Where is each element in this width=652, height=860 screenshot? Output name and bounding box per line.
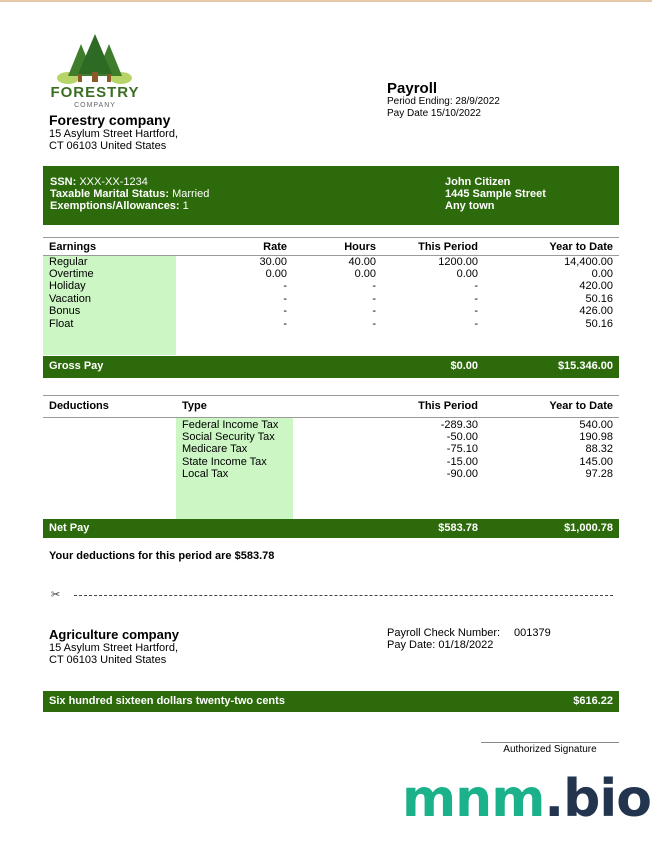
earning-rate: -: [283, 318, 287, 330]
ssn-value: XXX-XX-1234: [79, 176, 148, 188]
this-period-header: This Period: [418, 241, 478, 253]
deduction-ytd: 97.28: [585, 468, 613, 480]
exemptions-line: [50, 200, 189, 213]
earning-label: Float: [49, 318, 74, 330]
earning-ytd: 420.00: [579, 280, 613, 292]
check-number-value: 001379: [514, 627, 551, 639]
deduction-type: State Income Tax: [182, 456, 267, 468]
earning-ytd: 0.00: [591, 268, 613, 280]
ded-ytd-header: Year to Date: [549, 400, 613, 412]
ssn-label: SSN:: [50, 176, 77, 188]
net-pay-label: Net Pay: [49, 522, 90, 534]
ded-period-header: This Period: [418, 400, 478, 412]
deductions-summary: Your deductions for this period are $583.78: [49, 550, 275, 562]
company-logo: [48, 34, 142, 114]
deduction-period: -15.00: [446, 456, 478, 468]
gross-pay-label: Gross Pay: [49, 360, 104, 372]
ssn-line: [50, 176, 148, 189]
amount-in-words: Six hundred sixteen dollars twenty-two cents: [49, 695, 285, 707]
ytd-header: Year to Date: [549, 241, 613, 253]
marital-label: Taxable Marital Status:: [50, 188, 169, 200]
employee-street: 1445 Sample Street: [445, 188, 546, 200]
earning-period: -: [474, 280, 478, 292]
earning-label: Vacation: [49, 293, 91, 305]
earning-ytd: 426.00: [579, 305, 613, 317]
scissors-icon: ✂: [51, 589, 61, 601]
deduction-type: Federal Income Tax: [182, 419, 279, 431]
logo-sub: COMPANY: [74, 102, 116, 109]
deduction-ytd: 540.00: [579, 419, 613, 431]
pay-date: Pay Date 15/10/2022: [387, 108, 481, 119]
earning-period: -: [474, 305, 478, 317]
earning-period: 1200.00: [438, 256, 478, 268]
company-address-2: CT 06103 United States: [49, 140, 167, 152]
earning-period: -: [474, 318, 478, 330]
check-company-name: Agriculture company: [49, 627, 180, 642]
net-pay-ytd: $1,000.78: [564, 522, 613, 534]
earning-rate: -: [283, 280, 287, 292]
signature-line: [481, 742, 619, 743]
watermark-part-1: mnm: [402, 769, 545, 829]
net-pay-period: $583.78: [438, 522, 478, 534]
exemptions-label: Exemptions/Allowances:: [50, 200, 180, 212]
marital-line: [50, 188, 209, 201]
watermark-part-2: .bio: [544, 769, 651, 829]
earning-hours: -: [372, 305, 376, 317]
deduction-ytd: 190.98: [579, 431, 613, 443]
earning-label: Holiday: [49, 280, 86, 292]
earning-hours: 0.00: [354, 268, 376, 280]
logo-brand: FORESTRY: [50, 84, 140, 101]
earning-rate: -: [283, 293, 287, 305]
check-amount: $616.22: [573, 695, 613, 707]
type-header: Type: [182, 400, 207, 412]
watermark-logo: [402, 769, 651, 829]
earning-rate: 30.00: [259, 256, 287, 268]
earning-period: 0.00: [456, 268, 478, 280]
hours-header: Hours: [344, 241, 376, 253]
employee-town: Any town: [445, 200, 495, 212]
deductions-top-rule: [43, 395, 619, 396]
deduction-period: -75.10: [446, 443, 478, 455]
deduction-period: -50.00: [446, 431, 478, 443]
employee-info-band: [43, 166, 619, 225]
earnings-header: Earnings: [49, 241, 97, 253]
deductions-header-rule: [43, 417, 619, 418]
check-address-2: CT 06103 United States: [49, 654, 167, 666]
earning-rate: -: [283, 305, 287, 317]
gross-pay-ytd: $15.346.00: [557, 360, 613, 372]
exemptions-value: 1: [182, 200, 189, 212]
deduction-ytd: 145.00: [579, 456, 613, 468]
deduction-type: Local Tax: [182, 468, 229, 480]
amount-band: [43, 691, 619, 712]
net-pay-band: [43, 519, 619, 538]
deduction-period: -289.30: [440, 419, 478, 431]
period-ending: Period Ending: 28/9/2022: [387, 96, 500, 107]
deduction-ytd: 88.32: [585, 443, 613, 455]
earning-ytd: 50.16: [585, 318, 613, 330]
gross-pay-period: $0.00: [450, 360, 478, 372]
company-address-1: 15 Asylum Street Hartford,: [49, 128, 178, 140]
tree-icon: [48, 34, 142, 86]
top-border: [0, 0, 652, 2]
earning-ytd: 50.16: [585, 293, 613, 305]
earning-label: Overtime: [49, 268, 94, 280]
cut-line: [74, 595, 613, 596]
earning-ytd: 14,400.00: [564, 256, 613, 268]
deduction-type: Social Security Tax: [182, 431, 275, 443]
marital-value: Married: [172, 188, 210, 200]
earnings-top-rule: [43, 237, 619, 238]
earning-hours: 40.00: [348, 256, 376, 268]
deduction-type: Medicare Tax: [182, 443, 248, 455]
check-address-1: 15 Asylum Street Hartford,: [49, 642, 178, 654]
earning-rate: 0.00: [265, 268, 287, 280]
gross-pay-band: [43, 356, 619, 378]
deductions-header: Deductions: [49, 400, 109, 412]
earning-label: Regular: [49, 256, 88, 268]
rate-header: Rate: [263, 241, 287, 253]
earning-label: Bonus: [49, 305, 81, 317]
earning-period: -: [474, 293, 478, 305]
earning-hours: -: [372, 280, 376, 292]
company-name: Forestry company: [49, 112, 171, 128]
signature-label: Authorized Signature: [503, 744, 597, 755]
deduction-period: -90.00: [446, 468, 478, 480]
check-pay-date: Pay Date: 01/18/2022: [387, 639, 494, 651]
check-number-label: Payroll Check Number:: [387, 627, 501, 639]
earning-hours: -: [372, 318, 376, 330]
employee-name: John Citizen: [445, 176, 511, 188]
payroll-title: Payroll: [387, 80, 438, 97]
earning-hours: -: [372, 293, 376, 305]
